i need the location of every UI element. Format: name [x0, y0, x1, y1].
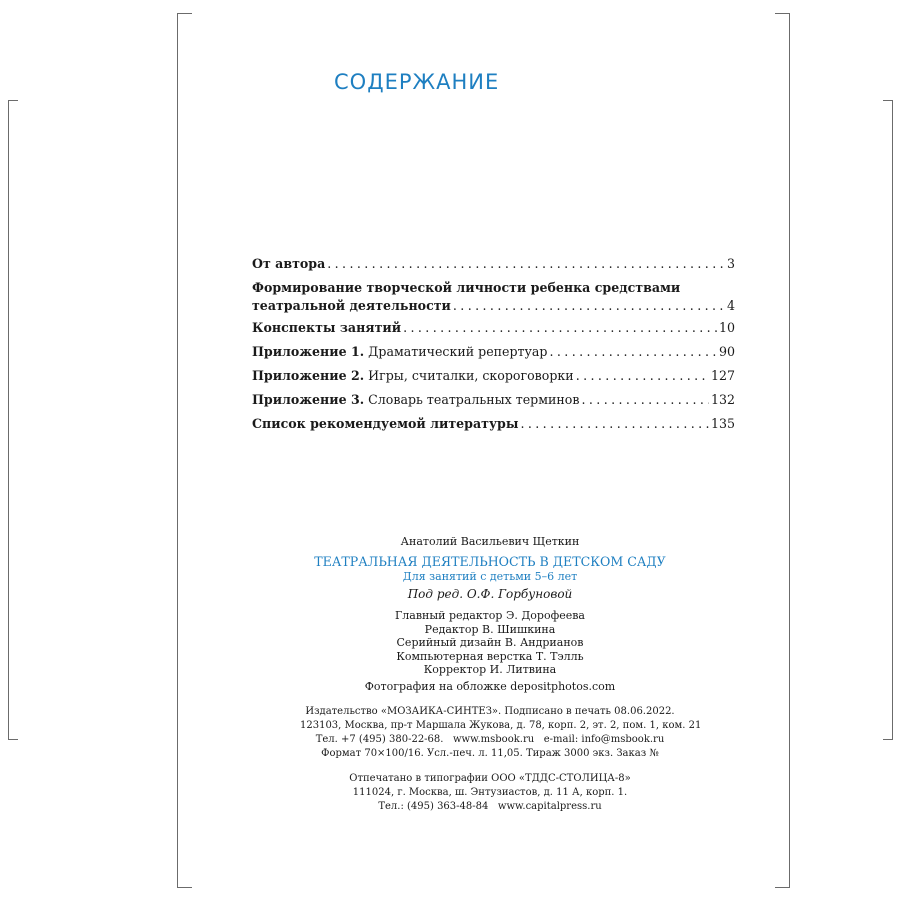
toc-entry-bibliography[interactable]: [252, 412, 735, 436]
editor-credit: Под ред. О.Ф. Горбуновой: [407, 587, 573, 601]
author-name: Анатолий Васильевич Щеткин: [400, 535, 580, 548]
toc-entry-author[interactable]: [252, 252, 735, 276]
toc-page-number: 90: [718, 344, 735, 359]
publisher-line: Издательство «МОЗАИКА-СИНТЕЗ». Подписано в печать 08.06.2022.: [305, 705, 675, 717]
toc-entry-formation[interactable]: [252, 276, 735, 316]
printer-line: 111024, г. Москва, ш. Энтузиастов, д. 11 А, корп. 1.: [352, 786, 628, 798]
publisher-line: Тел. +7 (495) 380-22-68. www.msbook.ru e-mail: info@msbook.ru: [315, 733, 665, 745]
toc-entry-label: Формирование творческой личности ребенка средствами: [252, 280, 681, 295]
table-of-contents: [252, 252, 735, 436]
toc-entry-text: Игры, считалки, скороговорки: [364, 368, 574, 383]
imprint-block: [300, 535, 702, 814]
publisher-info: [300, 705, 702, 761]
staff-line: Корректор И. Литвина: [423, 663, 557, 676]
toc-entry-label-cont: театральной деятельности: [252, 298, 451, 313]
toc-entry-label: От автора: [252, 256, 326, 271]
printer-line: Тел.: (495) 363-48-84 www.capitalpress.ru: [378, 800, 602, 812]
toc-leader-dots: [327, 252, 725, 276]
toc-entry-appendix-1[interactable]: [252, 340, 735, 364]
toc-page-number: 10: [718, 320, 735, 335]
book-subtitle: Для занятий с детьми 5–6 лет: [402, 570, 578, 583]
staff-line: Компьютерная верстка Т. Тэлль: [396, 649, 584, 663]
toc-entry-lessons[interactable]: [252, 316, 735, 340]
photo-credit: Фотография на обложке depositphotos.com: [364, 679, 616, 693]
toc-entry-text: Драматический репертуар: [364, 344, 548, 359]
toc-entry-label: Конспекты занятий: [252, 320, 402, 335]
toc-page-number: 132: [710, 392, 735, 407]
toc-leader-dots: [403, 316, 717, 340]
crop-mark-right: [883, 100, 893, 740]
printer-info: [300, 772, 680, 814]
publisher-line: 123103, Москва, пр-т Маршала Жукова, д. 78, корп. 2, эт. 2, пом. 1, ком. 21: [300, 719, 702, 731]
toc-entry-label: Приложение 2.: [252, 368, 365, 383]
toc-leader-dots: [550, 340, 717, 364]
toc-entry-label: Список рекомендуемой литературы: [252, 416, 519, 431]
toc-entry-appendix-2[interactable]: [252, 364, 735, 388]
toc-page-number: 4: [726, 298, 735, 313]
printer-line: Отпечатано в типографии ООО «ТДДС-СТОЛИЦА-8»: [349, 772, 631, 784]
toc-leader-dots: [581, 388, 708, 412]
staff-line: Серийный дизайн В. Андрианов: [396, 636, 584, 649]
staff-line: Редактор В. Шишкина: [424, 622, 556, 636]
toc-entry-appendix-3[interactable]: [252, 388, 735, 412]
crop-mark-left: [8, 100, 18, 740]
staff-credits: [300, 609, 680, 677]
toc-entry-label: Приложение 3.: [252, 392, 365, 407]
book-title: ТЕАТРАЛЬНАЯ ДЕЯТЕЛЬНОСТЬ В ДЕТСКОМ САДУ: [314, 554, 666, 569]
page-title: СОДЕРЖАНИЕ: [334, 70, 500, 94]
toc-leader-dots: [576, 364, 709, 388]
publisher-line: Формат 70×100/16. Усл.-печ. л. 11,05. Тираж 3000 экз. Заказ №: [321, 747, 659, 759]
toc-page-number: 127: [710, 368, 735, 383]
toc-page-number: 135: [710, 416, 735, 431]
toc-page-number: 3: [726, 256, 735, 271]
staff-line: Главный редактор Э. Дорофеева: [395, 609, 585, 622]
toc-entry-text: Словарь театральных терминов: [364, 392, 580, 407]
toc-leader-dots: [453, 297, 725, 315]
toc-entry-label: Приложение 1.: [252, 344, 365, 359]
toc-leader-dots: [520, 412, 709, 436]
